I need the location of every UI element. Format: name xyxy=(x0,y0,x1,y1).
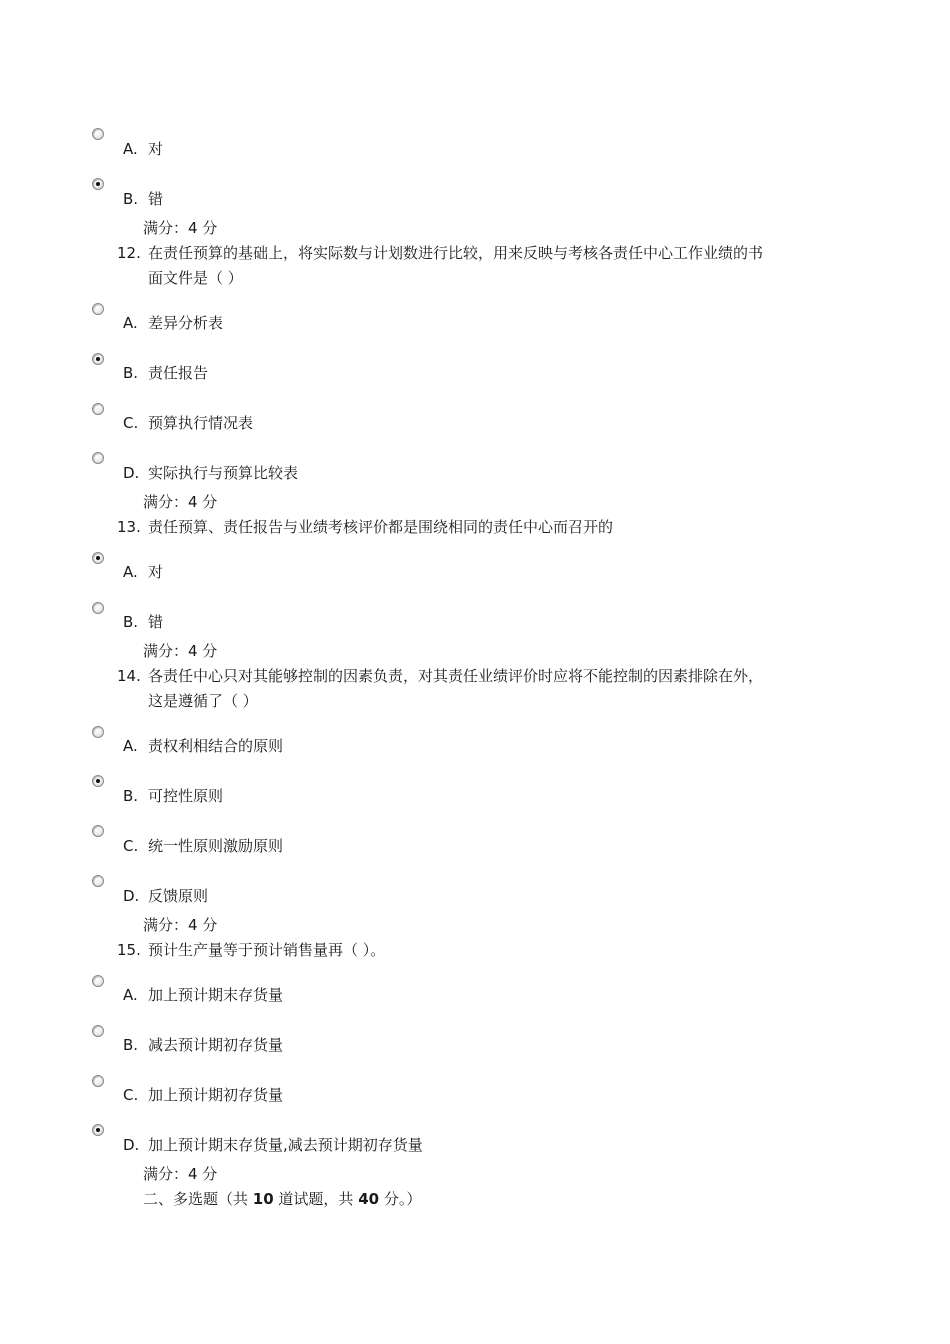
q11-score: 满分：4 分 xyxy=(143,219,218,237)
q14-option-c-text: 统一性原则激励原则 xyxy=(148,837,284,855)
q11-option-a-radio[interactable] xyxy=(92,128,104,140)
q12-option-c-letter: C. xyxy=(123,414,139,432)
q13-option-a-letter: A. xyxy=(123,563,138,581)
section-heading-prefix: 二、多选题（共 xyxy=(143,1190,253,1208)
q15-option-a-letter: A. xyxy=(123,986,138,1004)
q13-option-a-radio[interactable] xyxy=(92,552,104,564)
q14-option-a-text: 责权利相结合的原则 xyxy=(148,737,284,755)
q14-option-b-letter: B. xyxy=(123,787,139,805)
q14-score: 满分：4 分 xyxy=(143,916,218,934)
section-question-count: 10 xyxy=(252,1190,274,1208)
q15-option-c-radio[interactable] xyxy=(92,1075,104,1087)
q13-option-b-radio[interactable] xyxy=(92,602,104,614)
q12-option-c-radio[interactable] xyxy=(92,403,104,415)
section-heading-multiple-choice xyxy=(143,1190,421,1208)
q14-option-b-text: 可控性原则 xyxy=(148,787,224,805)
q12-option-d-letter: D. xyxy=(123,464,140,482)
q14-text-line2: 这是遵循了（ ） xyxy=(148,692,258,710)
q12-option-d-radio[interactable] xyxy=(92,452,104,464)
q15-number: 15. xyxy=(117,941,141,959)
q13-score: 满分：4 分 xyxy=(143,642,218,660)
q12-option-b-radio[interactable] xyxy=(92,353,104,365)
q13-option-b-letter: B. xyxy=(123,613,139,631)
q14-option-b-radio[interactable] xyxy=(92,775,104,787)
q15-option-b-letter: B. xyxy=(123,1036,139,1054)
q12-number: 12. xyxy=(117,244,141,262)
q13-option-b-text: 错 xyxy=(148,613,164,631)
q15-option-a-radio[interactable] xyxy=(92,975,104,987)
q12-option-a-letter: A. xyxy=(123,314,138,332)
q15-option-a-text: 加上预计期末存货量 xyxy=(148,986,284,1004)
q14-text-line1: 各责任中心只对其能够控制的因素负责，对其责任业绩评价时应将不能控制的因素排除在外， xyxy=(148,667,764,685)
q11-option-b-letter: B. xyxy=(123,190,139,208)
q12-text-line1: 在责任预算的基础上，将实际数与计划数进行比较，用来反映与考核各责任中心工作业绩的书 xyxy=(148,244,764,262)
q11-option-b-radio[interactable] xyxy=(92,178,104,190)
q12-text-line2: 面文件是（ ） xyxy=(148,269,243,287)
q14-number: 14. xyxy=(117,667,141,685)
q12-option-d-text: 实际执行与预算比较表 xyxy=(148,464,299,482)
q11-option-a-text: 对 xyxy=(148,140,164,158)
section-heading-suffix: 分。） xyxy=(379,1190,422,1208)
q12-option-a-text: 差异分析表 xyxy=(148,314,224,332)
q12-score: 满分：4 分 xyxy=(143,493,218,511)
section-total-points: 40 xyxy=(358,1190,380,1208)
q13-option-a-text: 对 xyxy=(148,563,164,581)
q15-option-c-letter: C. xyxy=(123,1086,139,1104)
q14-option-a-letter: A. xyxy=(123,737,138,755)
q11-option-b-text: 错 xyxy=(148,190,164,208)
q12-option-c-text: 预算执行情况表 xyxy=(148,414,254,432)
q14-option-d-letter: D. xyxy=(123,887,140,905)
q15-text-line1: 预计生产量等于预计销售量再（ ）。 xyxy=(148,941,386,959)
q14-option-d-text: 反馈原则 xyxy=(148,887,209,905)
q15-option-d-radio[interactable] xyxy=(92,1124,104,1136)
q14-option-a-radio[interactable] xyxy=(92,726,104,738)
section-heading-middle: 道试题，共 xyxy=(273,1190,359,1208)
q15-option-b-radio[interactable] xyxy=(92,1025,104,1037)
q15-option-d-letter: D. xyxy=(123,1136,140,1154)
q12-option-b-letter: B. xyxy=(123,364,139,382)
q13-text-line1: 责任预算、责任报告与业绩考核评价都是围绕相同的责任中心而召开的 xyxy=(148,518,614,536)
q15-option-b-text: 减去预计期初存货量 xyxy=(148,1036,284,1054)
q11-option-a-letter: A. xyxy=(123,140,138,158)
q14-option-c-radio[interactable] xyxy=(92,825,104,837)
q12-option-a-radio[interactable] xyxy=(92,303,104,315)
q13-number: 13. xyxy=(117,518,141,536)
q12-option-b-text: 责任报告 xyxy=(148,364,209,382)
q14-option-c-letter: C. xyxy=(123,837,139,855)
q15-score: 满分：4 分 xyxy=(143,1165,218,1183)
q15-option-d-text: 加上预计期末存货量,减去预计期初存货量 xyxy=(148,1136,423,1154)
q15-option-c-text: 加上预计期初存货量 xyxy=(148,1086,284,1104)
q14-option-d-radio[interactable] xyxy=(92,875,104,887)
